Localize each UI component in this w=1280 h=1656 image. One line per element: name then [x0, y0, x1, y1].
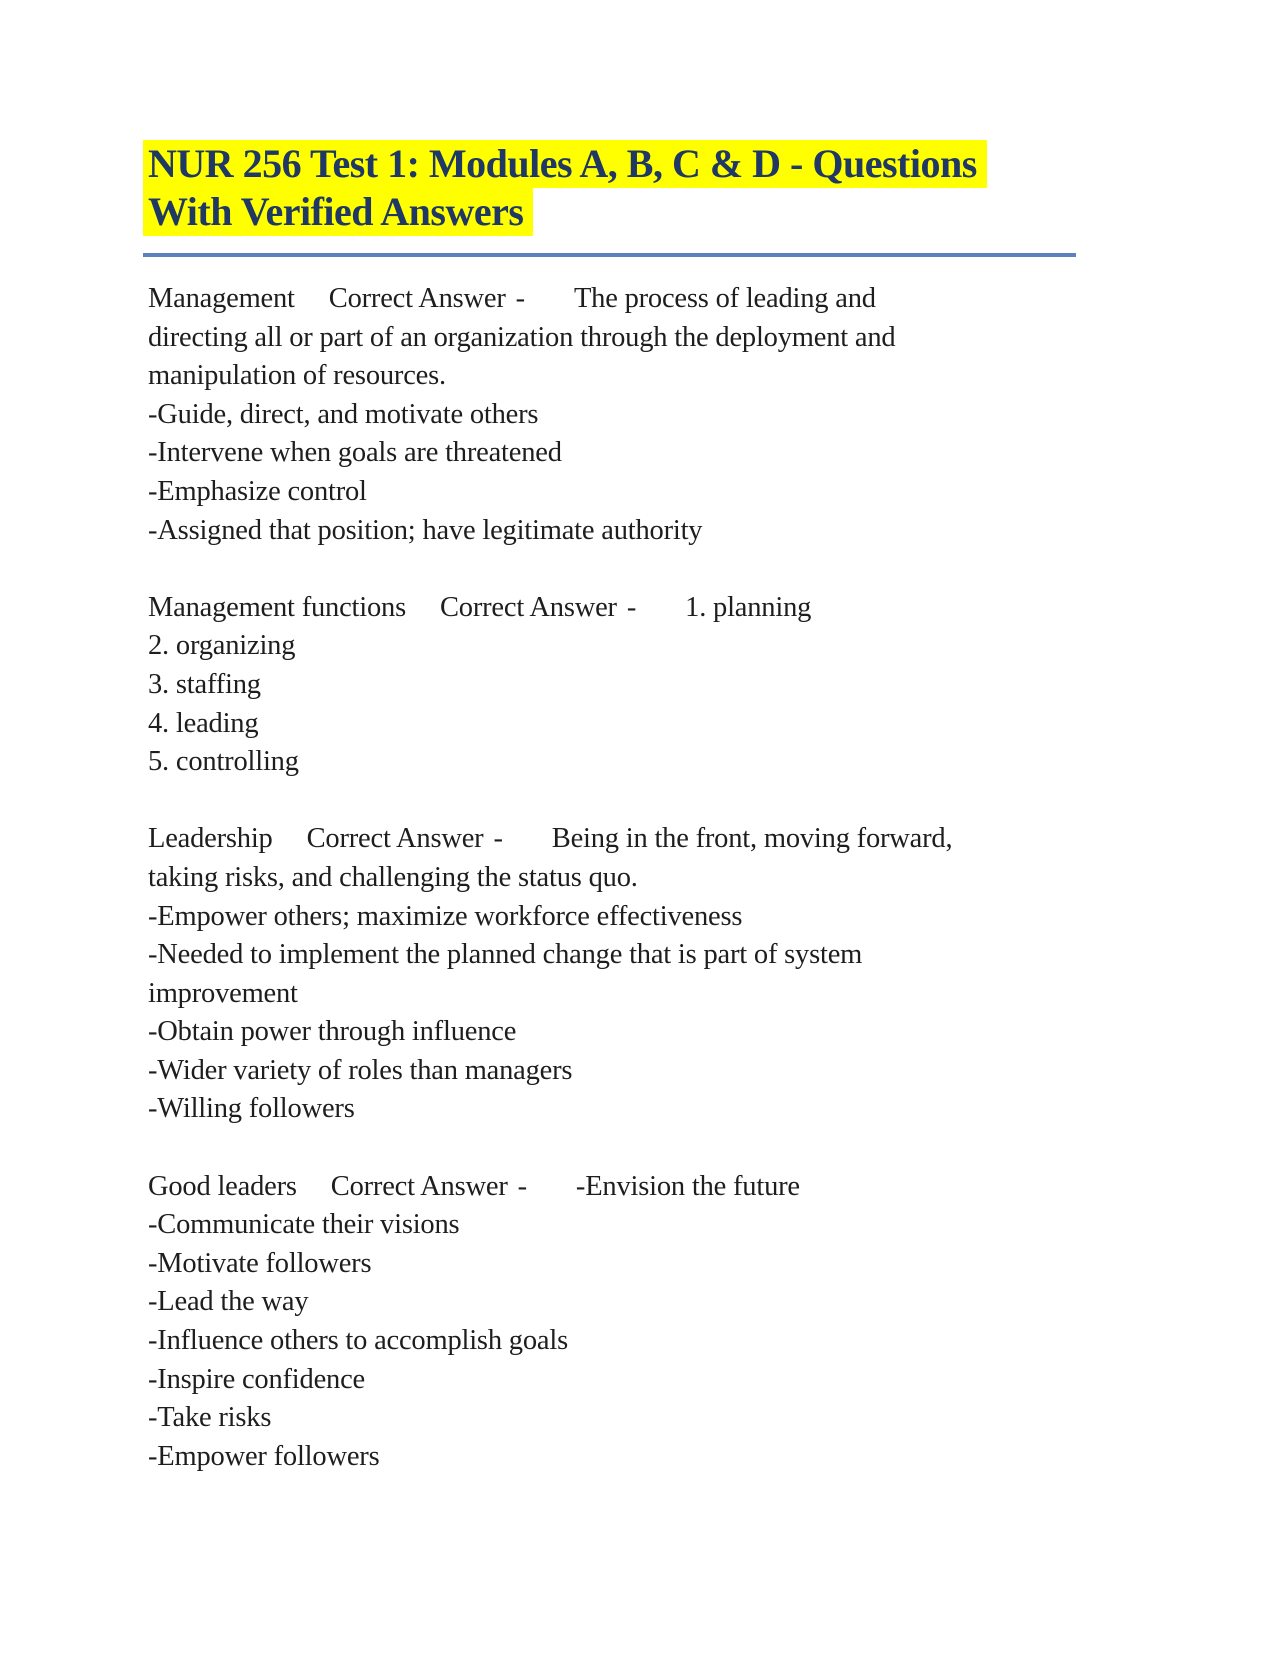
qa-answer-line: -Willing followers — [148, 1093, 355, 1125]
qa-answer-line: -Inspire confidence — [148, 1363, 365, 1395]
qa-term: Management functions — [148, 591, 406, 623]
qa-answer-line: -Motivate followers — [148, 1247, 372, 1279]
qa-block — [148, 280, 1143, 550]
title-line-2 — [143, 188, 1143, 236]
title-text-2: With Verified Answers — [143, 188, 533, 236]
qa-answer-text: 1. planning — [685, 591, 812, 623]
qa-block — [148, 1168, 1143, 1477]
qa-term: Management — [148, 283, 295, 314]
qa-answer-line: improvement — [148, 977, 298, 1009]
qa-answer-line: -Guide, direct, and motivate others — [148, 398, 539, 430]
qa-answer-line: 5. controlling — [148, 746, 299, 778]
title-divider — [143, 253, 1076, 257]
document-content — [143, 140, 1143, 1515]
qa-answer-separator: - — [515, 283, 525, 314]
qa-answer-line: -Wider variety of roles than managers — [148, 1054, 573, 1086]
qa-first-line — [148, 280, 1143, 319]
qa-first-line — [148, 589, 1143, 628]
qa-answer-separator: - — [493, 823, 503, 855]
title-text-1: NUR 256 Test 1: Modules A, B, C & D - Questions — [143, 140, 987, 188]
qa-correct-answer-label: Correct Answer — [328, 283, 506, 314]
qa-answer-line: -Empower others; maximize workforce effectiveness — [148, 900, 743, 932]
qa-answer-line: -Communicate their visions — [148, 1209, 460, 1241]
qa-answer-line: -Assigned that position; have legitimate authority — [148, 514, 703, 546]
qa-term: Leadership — [148, 823, 273, 855]
qa-first-line — [148, 1168, 1143, 1207]
qa-answer-line: 4. leading — [148, 707, 259, 739]
qa-answer-line: taking risks, and challenging the status quo. — [148, 861, 638, 893]
qa-answer-text: The process of leading and — [573, 283, 876, 314]
qa-answer-line: -Emphasize control — [148, 475, 367, 507]
qa-answer-line: 2. organizing — [148, 630, 296, 662]
qa-answer-separator: - — [626, 591, 637, 623]
qa-answer-line: -Needed to implement the planned change that is part of system — [148, 939, 863, 971]
qa-answer-line: -Obtain power through influence — [148, 1016, 517, 1048]
qa-answer-line: -Influence others to accomplish goals — [148, 1325, 568, 1357]
qa-answer-text: -Envision the future — [575, 1170, 800, 1202]
qa-correct-answer-label: Correct Answer — [439, 591, 617, 623]
qa-answer-text: Being in the front, moving forward, — [551, 823, 953, 855]
qa-answer-line: -Empower followers — [148, 1440, 380, 1472]
qa-correct-answer-label: Correct Answer — [330, 1170, 508, 1202]
document-body — [143, 280, 1143, 1476]
title-line-1 — [143, 140, 1143, 188]
qa-block — [148, 820, 1143, 1129]
document-title — [143, 140, 1143, 236]
qa-answer-line: directing all or part of an organization through the deployment and — [148, 321, 896, 353]
qa-correct-answer-label: Correct Answer — [306, 823, 484, 855]
qa-answer-line: manipulation of resources. — [148, 360, 446, 392]
qa-block — [148, 589, 1143, 782]
qa-answer-line: -Intervene when goals are threatened — [148, 437, 562, 469]
qa-answer-line: -Lead the way — [148, 1286, 309, 1318]
qa-first-line — [148, 820, 1143, 859]
qa-answer-line: 3. staffing — [148, 668, 261, 700]
qa-term: Good leaders — [148, 1170, 297, 1202]
qa-answer-separator: - — [517, 1170, 527, 1202]
qa-answer-line: -Take risks — [148, 1402, 272, 1434]
